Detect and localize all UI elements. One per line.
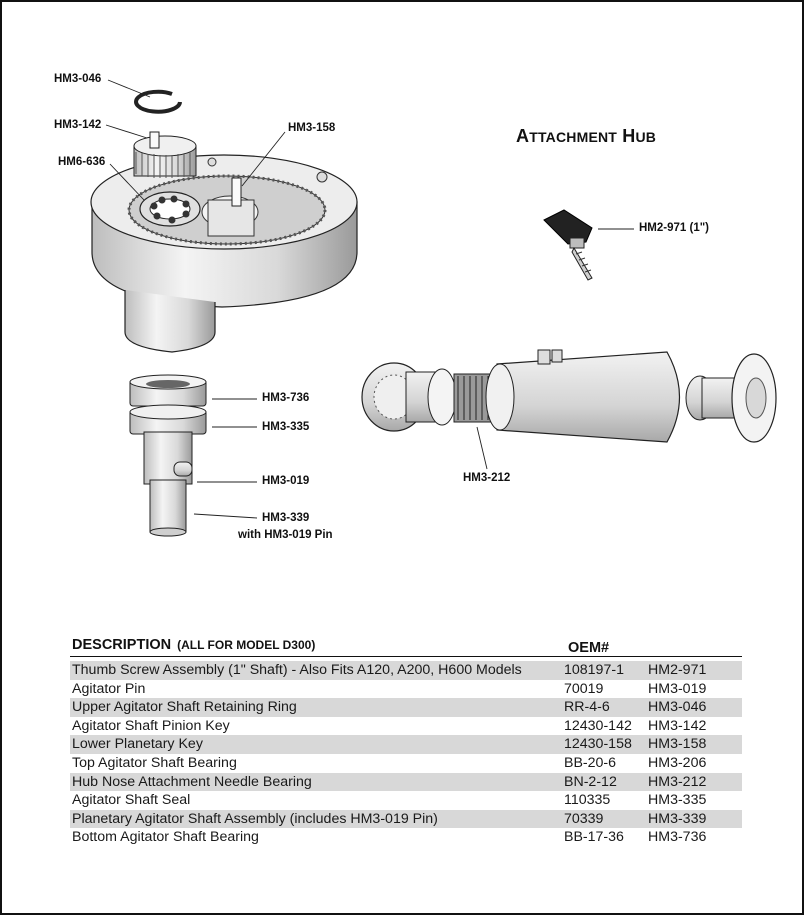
row-oem-number: BN-2-12 (564, 773, 617, 790)
row-part-number: HM3-158 (648, 736, 707, 753)
table-row (70, 791, 742, 810)
row-oem-number: 110335 (564, 792, 611, 809)
table-row (70, 754, 742, 773)
bearing-hm6-636 (140, 192, 200, 226)
agitator-shaft-stack (130, 375, 206, 536)
row-part-number: HM3-206 (648, 754, 707, 771)
callout-hm3-339-note: with HM3-019 Pin (238, 529, 333, 541)
row-description: Upper Agitator Shaft Retaining Ring (72, 699, 297, 716)
table-row (70, 698, 742, 717)
row-oem-number: 12430-158 (564, 736, 632, 753)
callout-hm3-019: HM3-019 (262, 475, 310, 487)
callout-hm3-736: HM3-736 (262, 392, 310, 404)
exploded-parts-diagram (2, 2, 802, 562)
pinion-gear (134, 132, 196, 178)
header-oem: OEM# (568, 640, 610, 656)
row-description: Lower Planetary Key (72, 736, 203, 753)
planetary-housing (91, 155, 357, 352)
callout-hm3-158: HM3-158 (288, 122, 336, 134)
row-oem-number: RR-4-6 (564, 699, 610, 716)
table-body (70, 657, 742, 847)
callout-hm3-212: HM3-212 (463, 472, 511, 484)
thumb-screw (544, 210, 592, 280)
callout-hm2-971: HM2-971 (1") (639, 222, 709, 234)
section-title: ATTACHMENT HUB (516, 126, 657, 146)
row-part-number: HM3-046 (648, 699, 707, 716)
row-description: Agitator Shaft Pinion Key (72, 717, 230, 734)
row-oem-number: BB-17-36 (564, 829, 624, 846)
attachment-hub-assembly (362, 350, 776, 442)
row-description: Planetary Agitator Shaft Assembly (includes HM3-019 Pin) (72, 810, 438, 827)
row-description: Agitator Shaft Seal (72, 792, 191, 809)
row-part-number: HM3-339 (648, 810, 707, 827)
table-row (70, 661, 742, 680)
table-row (70, 735, 742, 754)
header-description: DESCRIPTION (ALL FOR MODEL D300) (72, 637, 316, 653)
row-description: Top Agitator Shaft Bearing (72, 754, 237, 771)
row-oem-number: 12430-142 (564, 717, 632, 734)
callout-hm6-636: HM6-636 (58, 156, 106, 168)
row-part-number: HM3-142 (648, 717, 707, 734)
table-row (70, 828, 742, 847)
table-row (70, 717, 742, 736)
row-part-number: HM2-971 (648, 662, 707, 678)
row-description: Bottom Agitator Shaft Bearing (72, 829, 259, 846)
callout-hm3-046: HM3-046 (54, 73, 102, 85)
row-oem-number: 70019 (564, 680, 604, 697)
row-description: Agitator Pin (72, 680, 146, 697)
row-part-number: HM3-335 (648, 792, 707, 809)
callout-hm3-339: HM3-339 (262, 512, 310, 524)
table-row (70, 680, 742, 699)
table-header (70, 636, 742, 657)
row-oem-number: 108197-1 (564, 662, 624, 678)
planetary-key (232, 178, 241, 206)
callout-hm3-142: HM3-142 (54, 119, 102, 131)
callout-hm3-335: HM3-335 (262, 421, 310, 433)
row-oem-number: BB-20-6 (564, 754, 617, 771)
row-description: Thumb Screw Assembly (1" Shaft) - Also Fits A120, A200, H600 Models (72, 662, 522, 678)
row-oem-number: 70339 (564, 810, 604, 827)
row-part-number: HM3-212 (648, 773, 707, 790)
parts-table (70, 636, 742, 847)
row-part-number: HM3-736 (648, 829, 707, 846)
row-description: Hub Nose Attachment Needle Bearing (72, 773, 312, 790)
row-part-number: HM3-019 (648, 680, 707, 697)
retaining-ring (136, 92, 180, 112)
table-row (70, 810, 742, 829)
table-row (70, 773, 742, 792)
